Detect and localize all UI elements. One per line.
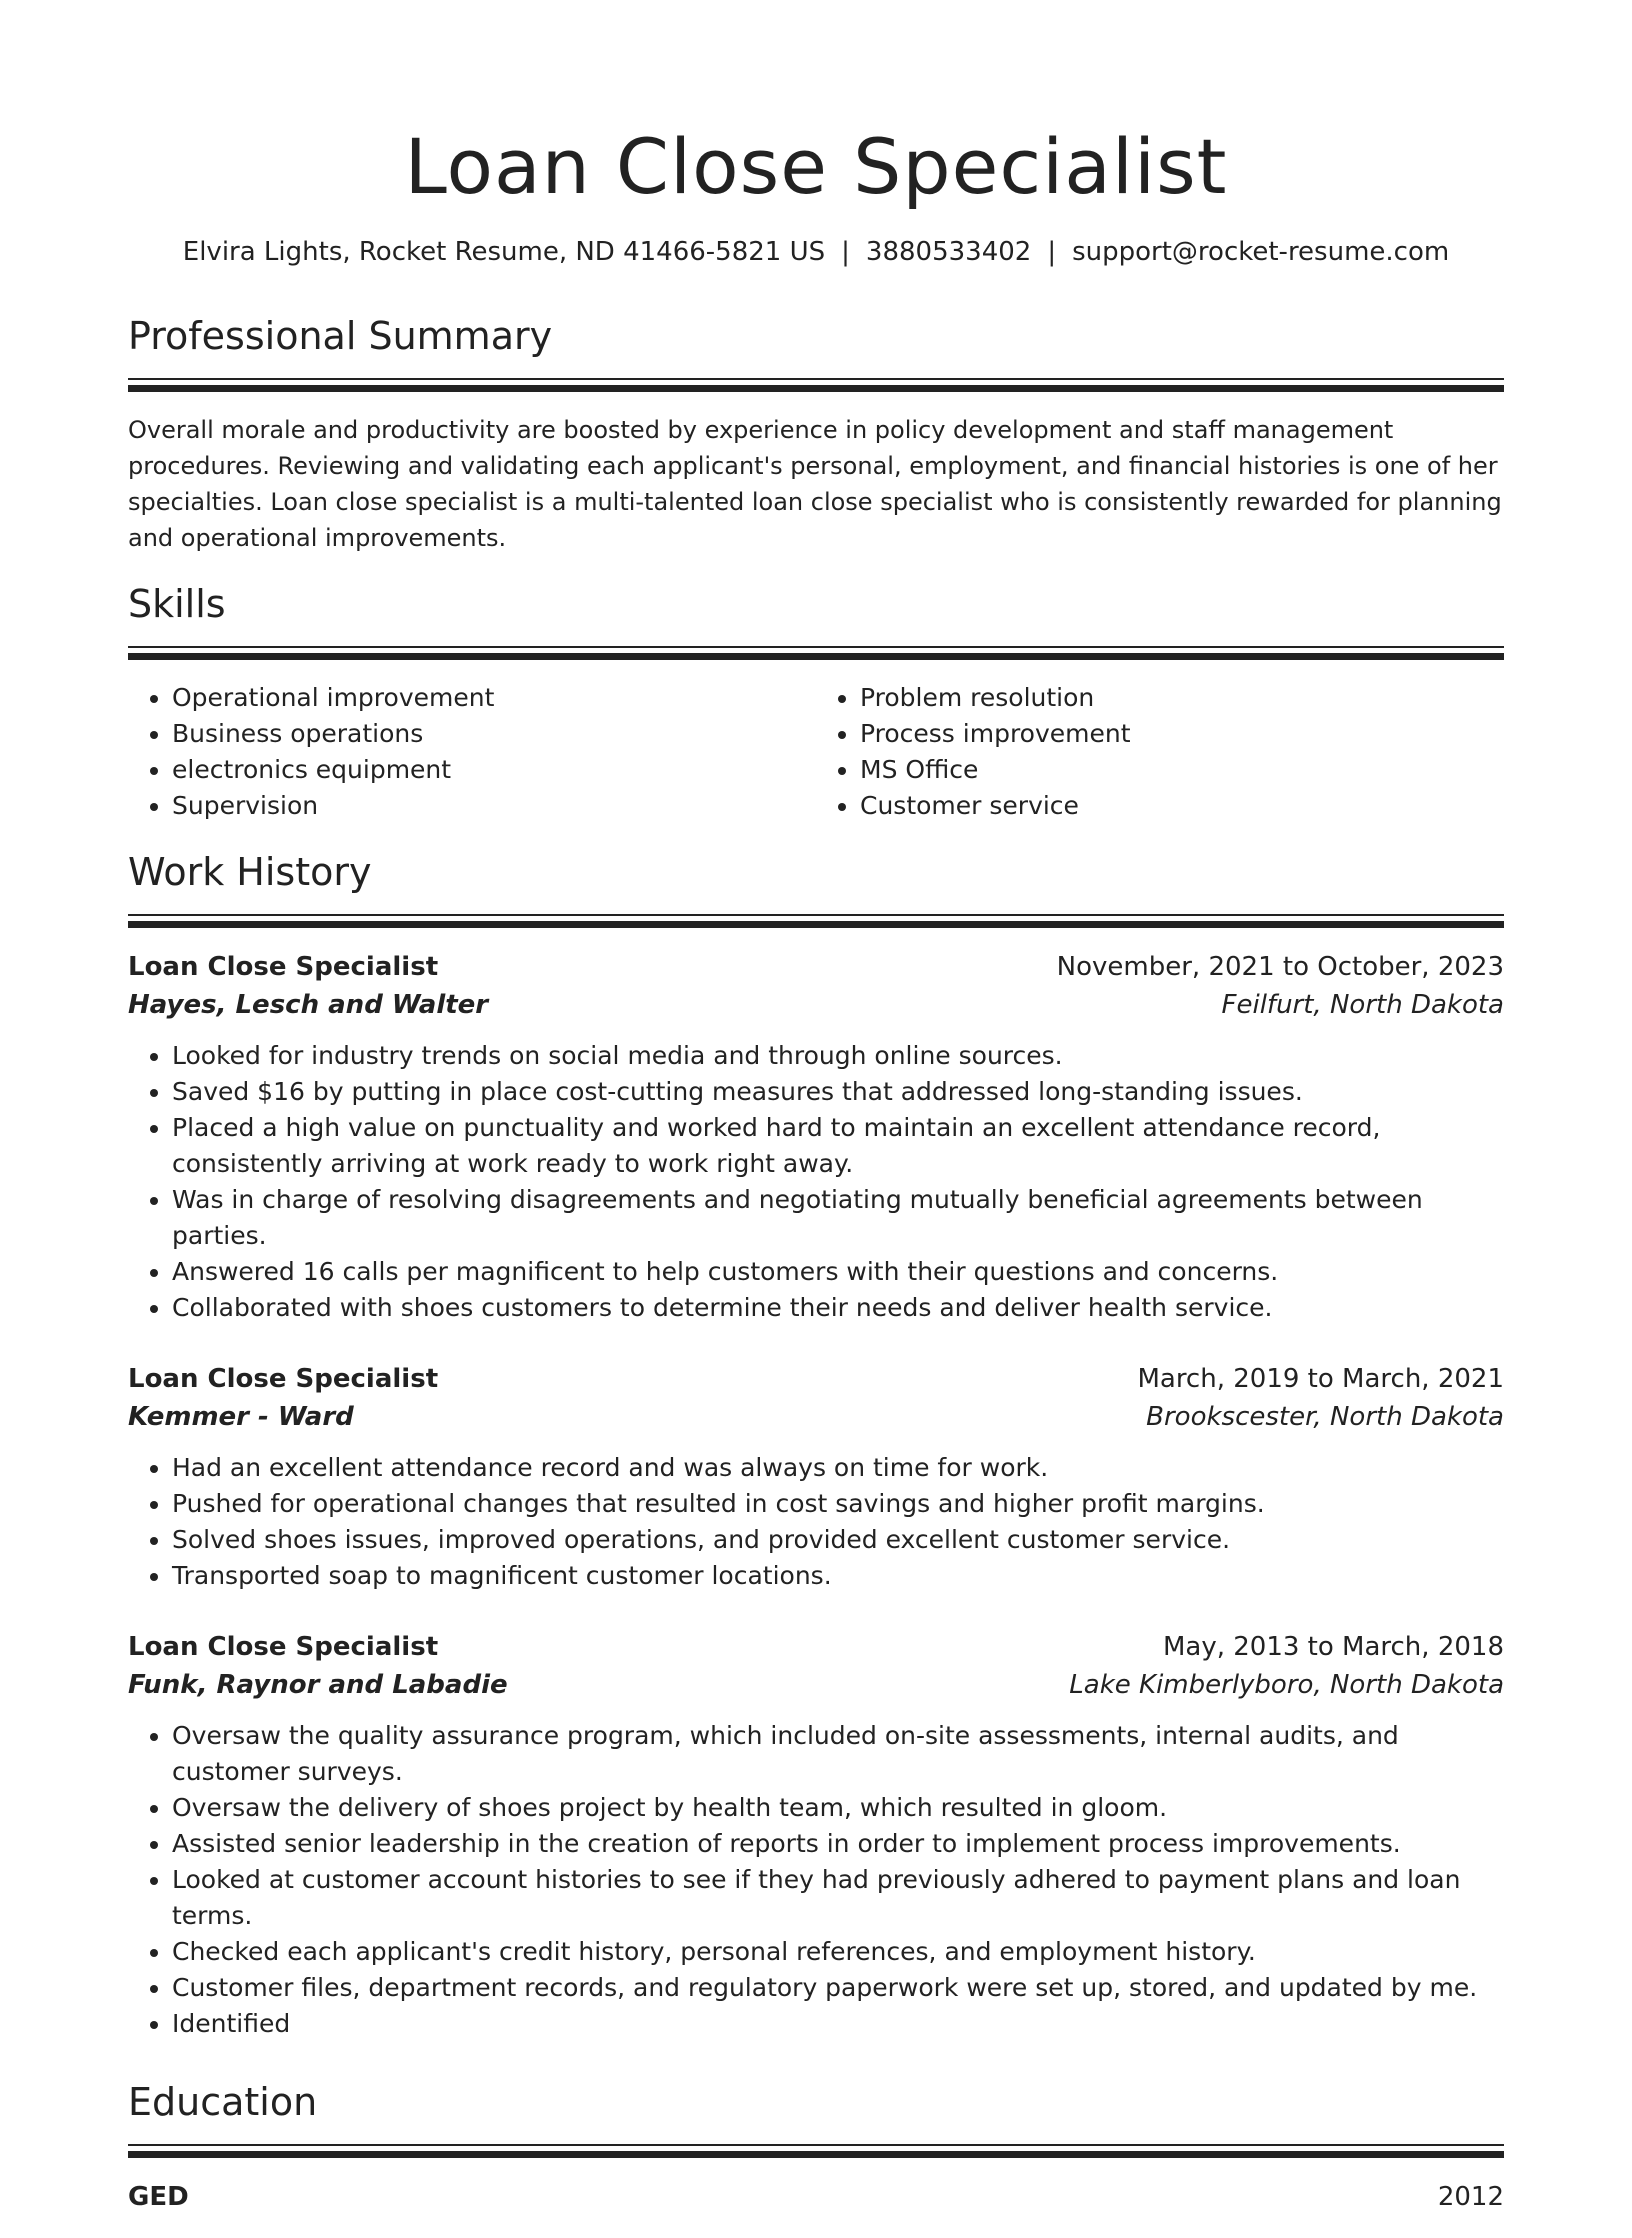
job-entry xyxy=(128,1360,1504,1594)
education-year: 2012 xyxy=(1437,2182,1504,2212)
summary-text: Overall morale and productivity are boosted by experience in policy development and staff management procedures. Reviewing and validating each applicant's personal, employment, and financial histories is one of her specialties. Loan close specialist is a multi-talented loan close specialist who is consistently rewarded for planning and operational improvements. xyxy=(128,416,1502,552)
section-divider xyxy=(128,2144,1504,2158)
job-bullets xyxy=(128,1718,1504,2042)
skills-section xyxy=(128,578,1504,824)
job-title: Loan Close Specialist xyxy=(128,952,439,982)
skill-item: • Problem resolution xyxy=(860,680,1504,716)
job-company: Kemmer - Ward xyxy=(128,1402,354,1432)
skill-item: • electronics equipment xyxy=(172,752,816,788)
job-company-row xyxy=(128,1398,1504,1436)
work-section xyxy=(128,846,1504,2042)
job-bullet: • Checked each applicant's credit history, personal references, and employment history. xyxy=(172,1934,1504,1970)
skill-item: • Operational improvement xyxy=(172,680,816,716)
skills-columns xyxy=(128,680,1504,824)
job-dates: November, 2021 to October, 2023 xyxy=(1056,952,1504,982)
job-location: Lake Kimberlyboro, North Dakota xyxy=(1069,1670,1504,1700)
job-company: Hayes, Lesch and Walter xyxy=(128,990,489,1020)
job-entry xyxy=(128,948,1504,1326)
skill-item: • Business operations xyxy=(172,716,816,752)
section-divider xyxy=(128,646,1504,660)
skill-item: • Customer service xyxy=(860,788,1504,824)
resume-content xyxy=(128,310,1504,2238)
section-divider xyxy=(128,914,1504,928)
section-divider xyxy=(128,378,1504,392)
job-title: Loan Close Specialist xyxy=(128,1632,439,1662)
job-bullet: • Pushed for operational changes that resulted in cost savings and higher profit margins. xyxy=(172,1486,1504,1522)
job-company-row xyxy=(128,1666,1504,1704)
education-section xyxy=(128,2076,1504,2216)
contact-phone: 3880533402 xyxy=(865,237,1032,267)
skills-list-left xyxy=(128,680,816,824)
job-bullet: • Was in charge of resolving disagreements and negotiating mutually beneficial agreements between parties. xyxy=(172,1182,1504,1254)
job-dates: May, 2013 to March, 2018 xyxy=(1162,1632,1504,1662)
job-location: Brookscester, North Dakota xyxy=(1146,1402,1504,1432)
job-bullet: • Oversaw the quality assurance program, which included on-site assessments, internal audits, and customer surveys. xyxy=(172,1718,1504,1790)
job-bullet: • Had an excellent attendance record and was always on time for work. xyxy=(172,1450,1504,1486)
job-location: Feilfurt, North Dakota xyxy=(1221,990,1504,1020)
job-bullets xyxy=(128,1038,1504,1326)
contact-separator: | xyxy=(841,237,850,267)
job-bullet: • Solved shoes issues, improved operations, and provided excellent customer service. xyxy=(172,1522,1504,1558)
job-bullets xyxy=(128,1450,1504,1594)
section-heading-education: Education xyxy=(128,2080,318,2124)
skill-item: • Process improvement xyxy=(860,716,1504,752)
skill-item: • MS Office xyxy=(860,752,1504,788)
section-heading-work: Work History xyxy=(128,850,372,894)
job-entry xyxy=(128,1628,1504,2042)
job-bullet: • Collaborated with shoes customers to determine their needs and deliver health service. xyxy=(172,1290,1504,1326)
job-dates: March, 2019 to March, 2021 xyxy=(1137,1364,1504,1394)
job-bullet: • Looked at customer account histories to see if they had previously adhered to payment plans and loan terms. xyxy=(172,1862,1504,1934)
job-bullet: • Placed a high value on punctuality and worked hard to maintain an excellent attendance record, consistently arriving at work ready to work right away. xyxy=(172,1110,1504,1182)
job-company-row xyxy=(128,986,1504,1024)
job-title: Loan Close Specialist xyxy=(128,1364,439,1394)
contact-email: support@rocket-resume.com xyxy=(1072,237,1450,267)
summary-section xyxy=(128,310,1504,556)
education-degree: GED xyxy=(128,2182,189,2212)
job-bullet: • Answered 16 calls per magnificent to help customers with their questions and concerns. xyxy=(172,1254,1504,1290)
job-company: Funk, Raynor and Labadie xyxy=(128,1670,508,1700)
resume-header xyxy=(0,0,1632,270)
contact-address: Elvira Lights, Rocket Resume, ND 41466-5821 US xyxy=(182,237,826,267)
job-bullet: • Assisted senior leadership in the creation of reports in order to implement process improvements. xyxy=(172,1826,1504,1862)
skill-item: • Supervision xyxy=(172,788,816,824)
job-bullet: • Transported soap to magnificent customer locations. xyxy=(172,1558,1504,1594)
job-bullet: • Saved $16 by putting in place cost-cutting measures that addressed long-standing issues. xyxy=(172,1074,1504,1110)
job-header-row xyxy=(128,1360,1504,1398)
job-bullet: • Customer files, department records, and regulatory paperwork were set up, stored, and updated by me. xyxy=(172,1970,1504,2006)
job-header-row xyxy=(128,948,1504,986)
skills-list-right xyxy=(816,680,1504,824)
job-bullet: • Identified xyxy=(172,2006,1504,2042)
section-heading-summary: Professional Summary xyxy=(128,314,553,358)
job-bullet: • Looked for industry trends on social media and through online sources. xyxy=(172,1038,1504,1074)
resume-title: Loan Close Specialist xyxy=(404,122,1228,211)
education-row xyxy=(128,2178,1504,2216)
job-header-row xyxy=(128,1628,1504,1666)
contact-line xyxy=(0,234,1632,270)
contact-separator: | xyxy=(1047,237,1057,267)
job-bullet: • Oversaw the delivery of shoes project by health team, which resulted in gloom. xyxy=(172,1790,1504,1826)
section-heading-skills: Skills xyxy=(128,582,226,626)
